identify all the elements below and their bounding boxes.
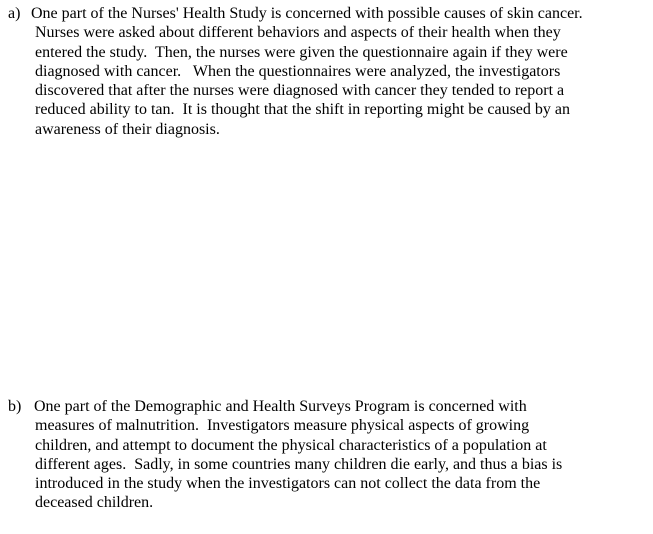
question-b-line: children, and attempt to document the physical characteristics of a population at bbox=[35, 436, 547, 454]
question-a-marker: a) bbox=[8, 5, 21, 22]
question-b-marker: b) bbox=[8, 398, 22, 415]
question-a-text: One part of the Nurses' Health Study is concerned with possible causes of skin cancer. bbox=[31, 5, 583, 22]
question-a-line: discovered that after the nurses were diagnosed with cancer they tended to report a bbox=[35, 82, 565, 100]
question-a-line: awareness of their diagnosis. bbox=[35, 120, 220, 138]
question-a-line: diagnosed with cancer. When the questionnaires were analyzed, the investigators bbox=[35, 62, 561, 80]
question-b-line: deceased children. bbox=[35, 494, 154, 512]
question-b bbox=[0, 397, 653, 513]
question-b-line bbox=[0, 397, 653, 416]
question-a-line bbox=[0, 4, 653, 23]
question-a-line: reduced ability to tan. It is thought that the shift in reporting might be caused by an bbox=[35, 101, 570, 119]
question-a-line: Nurses were asked about different behaviors and aspects of their health when they bbox=[35, 24, 561, 42]
question-a bbox=[0, 4, 653, 139]
question-a-line: entered the study. Then, the nurses were given the questionnaire again if they were bbox=[35, 43, 568, 61]
question-b-line: different ages. Sadly, in some countries many children die early, and thus a bias is bbox=[35, 455, 563, 473]
question-b-text: One part of the Demographic and Health Surveys Program is concerned with bbox=[34, 398, 527, 415]
question-b-line: introduced in the study when the investigators can not collect the data from the bbox=[35, 475, 541, 493]
question-b-line: measures of malnutrition. Investigators measure physical aspects of growing bbox=[35, 417, 530, 435]
